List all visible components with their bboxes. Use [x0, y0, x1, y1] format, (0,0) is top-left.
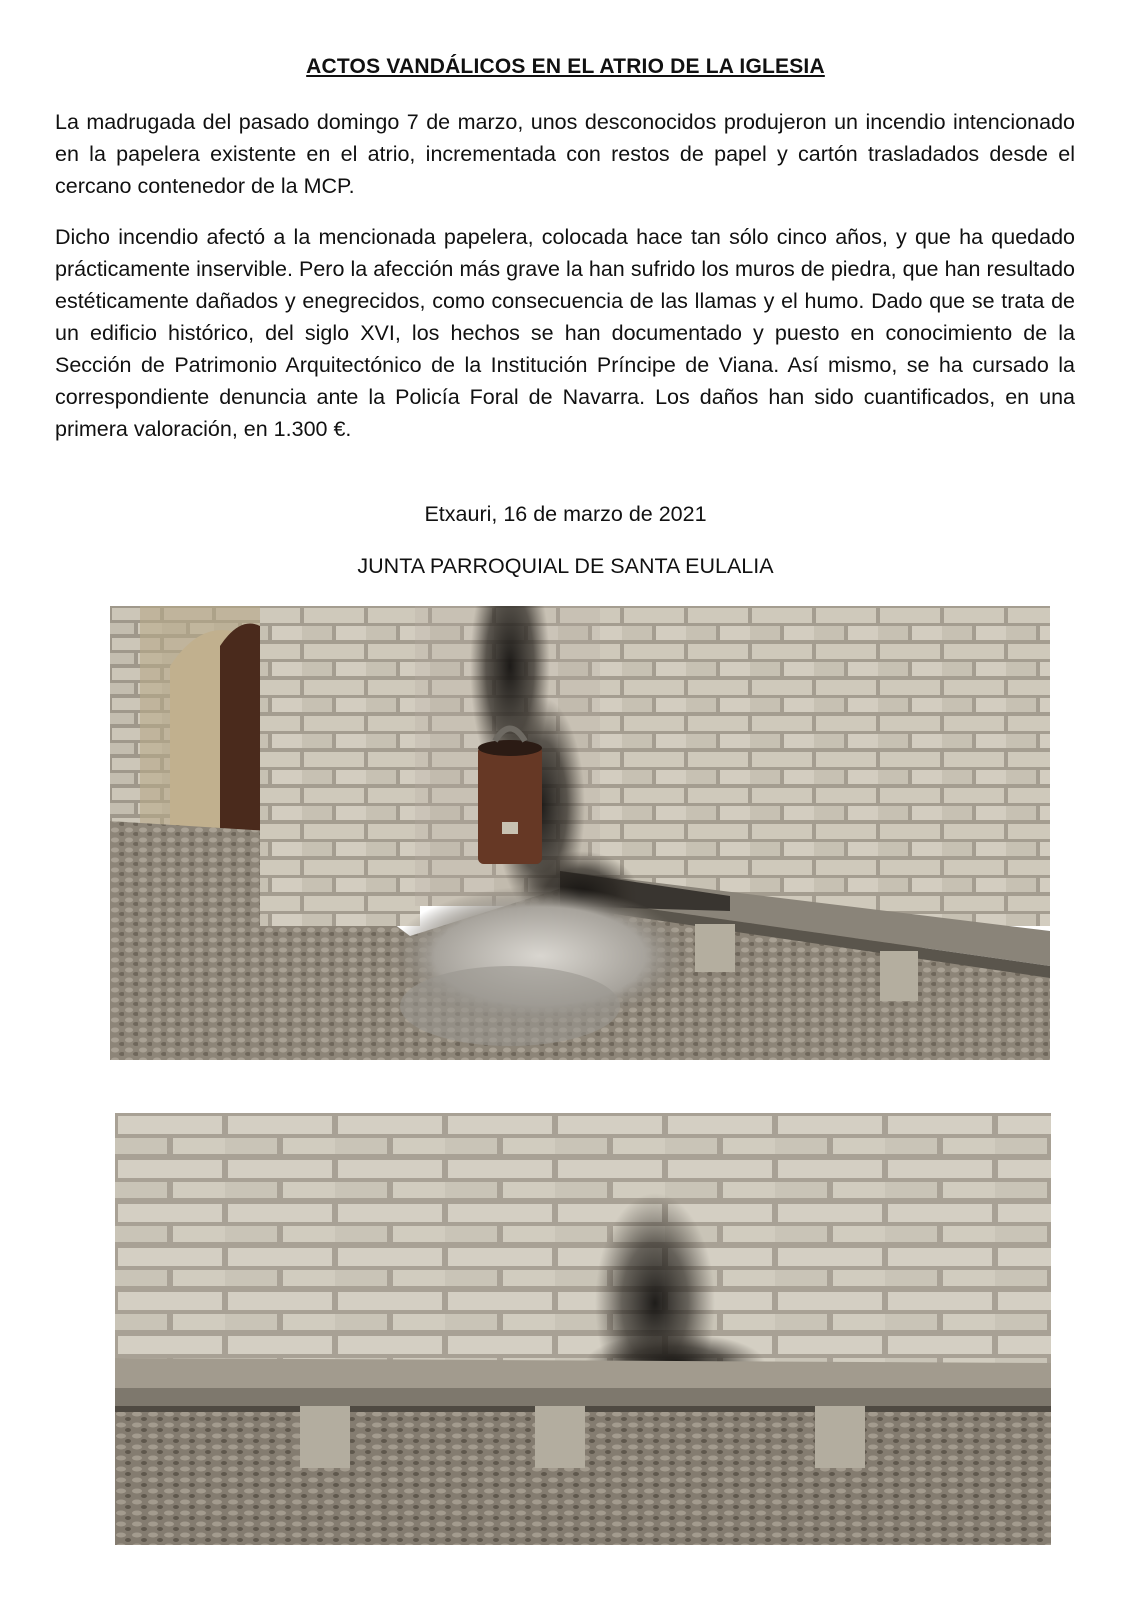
paragraph-incident: La madrugada del pasado domingo 7 de marzo, unos desconocidos produjeron un incendio intencionado en la papelera existente en el atrio, incrementada con restos de papel y cartón trasladados desde el cercano contenedor de la MCP.: [55, 110, 1075, 198]
photo-blackened-wall: [115, 1113, 1051, 1545]
paragraph-damage: Dicho incendio afectó a la mencionada papelera, colocada hace tan sólo cinco años, y que ha quedado prácticamente inservible. Pero la afección más grave la han sufrido los muros de piedra, que han resultado estéticamente dañados y enegrecidos, como consecuencia de las llamas y el humo. Dado que se trata de un edificio histórico, del siglo XVI, los hechos se han documentado y puesto en conocimiento de la Sección de Patrimonio Arquitectónico de la Institución Príncipe de Viana. Así mismo, se ha cursado la correspondiente denuncia ante la Policía Foral de Navarra. Los daños han sido cuantificados, en una primera valoración, en 1.300 €.: [55, 225, 1075, 441]
photo-burned-bin: [110, 606, 1050, 1060]
place-date: Etxauri, 16 de marzo de 2021: [424, 502, 707, 526]
document-title: ACTOS VANDÁLICOS EN EL ATRIO DE LA IGLESIA: [306, 55, 825, 78]
signature-organization: JUNTA PARROQUIAL DE SANTA EULALIA: [357, 554, 774, 578]
